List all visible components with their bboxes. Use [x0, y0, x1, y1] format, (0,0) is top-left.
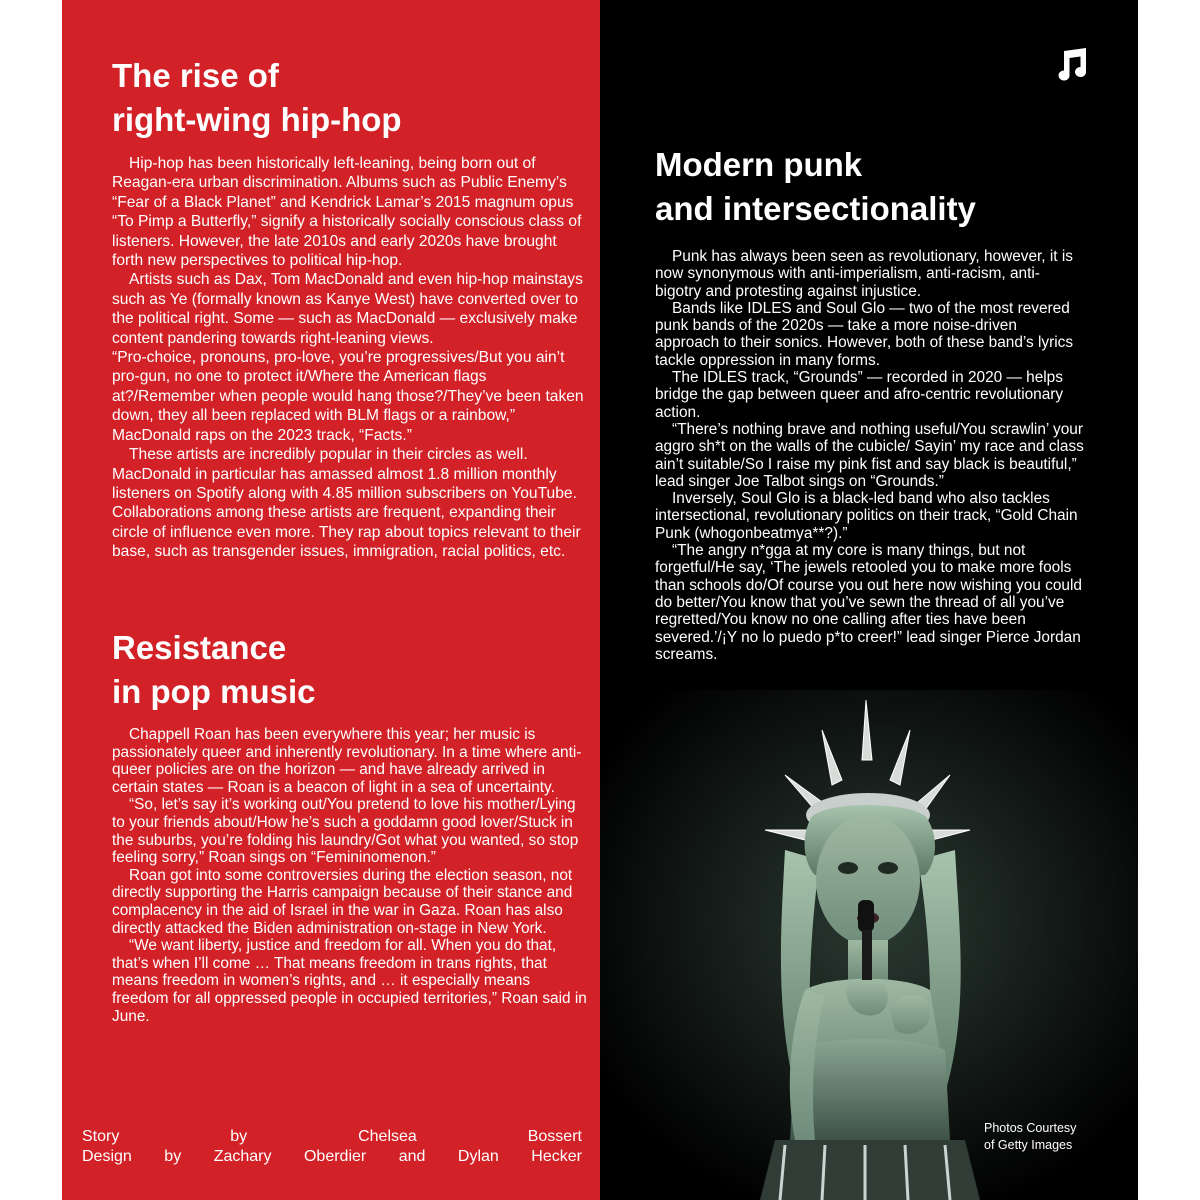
article-body-hip-hop: [112, 154, 584, 562]
right-panel: [600, 0, 1138, 1200]
paragraph: “We want liberty, justice and freedom for all. When you do that, that’s when I’ll come … That means freedom in trans rights, that means freedom in women’s rights, and … it especially means freedom for all oppressed people in occupied territories,” Roan said in June.: [112, 937, 587, 1025]
byline-word: Hecker: [531, 1148, 582, 1165]
paragraph: “The angry n*gga at my core is many things, but not forgetful/He say, ‘The jewels retooled you to make more fools than schools do/Of course you out here now wishing you could do better/You know that you’ve sewn the thread of all you’ve regretted/You know no one calling after ties have been severed.’/¡Y no lo puedo p*to creer!” lead singer Pierce Jordan screams.: [655, 542, 1082, 663]
paragraph: “So, let’s say it’s working out/You pretend to love his mother/Lying to your friends about/How he’s such a goddamn good lover/Stuck in the suburbs, you’re folding his laundry/Got what you wanted, so stop feeling sorry,” Roan sings on “Femininomenon.”: [112, 796, 579, 867]
byline-word: Bossert: [527, 1128, 582, 1145]
section-title-modern-punk: [655, 143, 976, 231]
byline-word: by: [164, 1148, 182, 1165]
paragraph: Bands like IDLES and Soul Glo — two of the most revered punk bands of the 2020s — take a more noise-driven approach to their sonics. However, both of these band’s lyrics tackle oppression in many forms.: [655, 299, 1074, 369]
byline-word: and: [398, 1148, 426, 1165]
paragraph: Inversely, Soul Glo is a black-led band who also tackles intersectional, revolutionary politics on their track, “Gold Chain Punk (whogonbeatmya**?).”: [655, 490, 1078, 542]
byline-word: Design: [82, 1148, 132, 1165]
section-title-resistance-pop: [112, 626, 316, 714]
byline-story: [82, 1127, 582, 1147]
title-line: right-wing hip-hop: [112, 101, 402, 138]
paragraph: Hip-hop has been historically left-leaning, being born out of Reagan-era urban discrimination. Albums such as Public Enemy’s “Fear of a Black Planet” and Kendrick Lamar’s 2015 magnum opus “To Pimp a Butterfly,” signify a historically socially conscious class of listeners. However, the late 2010s and early 2020s have brought forth new perspectives to political hip-hop.: [112, 155, 582, 270]
photo-credit-line: Photos Courtesy: [984, 1121, 1077, 1135]
paragraph: The IDLES track, “Grounds” — recorded in 2020 — helps bridge the gap between queer and afro-centric revolutionary action.: [655, 369, 1064, 421]
byline-word: Dylan: [457, 1148, 499, 1165]
article-body-pop: [112, 726, 588, 1025]
paragraph: Chappell Roan has been everywhere this year; her music is passionately queer and inherently revolutionary. In a time where anti-queer policies are on the horizon — and have already arrived in certain states — Roan is a beacon of light in a sea of uncertainty.: [112, 726, 582, 796]
byline-word: Zachary: [213, 1148, 272, 1165]
article-body-punk: [655, 248, 1085, 663]
paragraph: These artists are incredibly popular in their circles as well. MacDonald in particular has amassed almost 1.8 million monthly listeners on Spotify along with 4.85 million subscribers on YouTube. Collaborations among these artists are frequent, expanding their circle of influence even more. They rap about topics relevant to their base, such as transgender issues, immigration, racial politics, etc.: [112, 446, 581, 561]
paragraph: Punk has always been seen as revolutionary, however, it is now synonymous with anti-imperialism, anti-racism, anti-bigotry and protesting against injustice.: [655, 248, 1073, 300]
photo-credit-line: of Getty Images: [984, 1138, 1073, 1152]
byline-word: by: [230, 1128, 248, 1145]
paragraph-quote: “Pro-choice, pronouns, pro-love, you’re progressives/But you ain’t pro-gun, no one to protect it/Where the American flags at?/Remember when people would hang those?/They’ve been taken down, they all been replaced with BLM flags or a rainbow,” MacDonald raps on the 2023 track, “Facts.”: [112, 349, 584, 444]
title-line: Modern punk: [655, 146, 863, 183]
byline-word: Chelsea: [358, 1128, 417, 1145]
byline: [82, 1127, 582, 1167]
title-line: The rise of: [112, 57, 279, 94]
photo-credit: [984, 1120, 1076, 1154]
paragraph: Roan got into some controversies during the election season, not directly supporting the Harris campaign because of their stance and complacency in the aid of Israel in the war in Gaza. Roan has also directly attacked the Biden administration on-stage in New York.: [112, 866, 573, 937]
byline-design: [82, 1147, 582, 1167]
section-title-right-wing-hip-hop: [112, 54, 402, 142]
byline-word: Oberdier: [303, 1148, 367, 1165]
title-line: in pop music: [112, 673, 316, 710]
music-note-icon: [1055, 47, 1089, 81]
title-line: Resistance: [112, 629, 287, 666]
title-line: and intersectionality: [655, 190, 976, 227]
paragraph: Artists such as Dax, Tom MacDonald and even hip-hop mainstays such as Ye (formally known as Kanye West) have converted over to the political right. Some — such as MacDonald — exclusively make content pandering towards right-leaning views.: [112, 271, 583, 347]
left-panel: [62, 0, 600, 1200]
paragraph: “There’s nothing brave and nothing useful/You scrawlin’ your aggro sh*t on the walls of the cubicle/ Sayin’ my race and class ain’t suitable/So I raise my pink fist and say black is beautiful,” lead singer Joe Talbot sings on “Grounds.”: [655, 420, 1084, 490]
byline-word: Story: [82, 1128, 120, 1145]
